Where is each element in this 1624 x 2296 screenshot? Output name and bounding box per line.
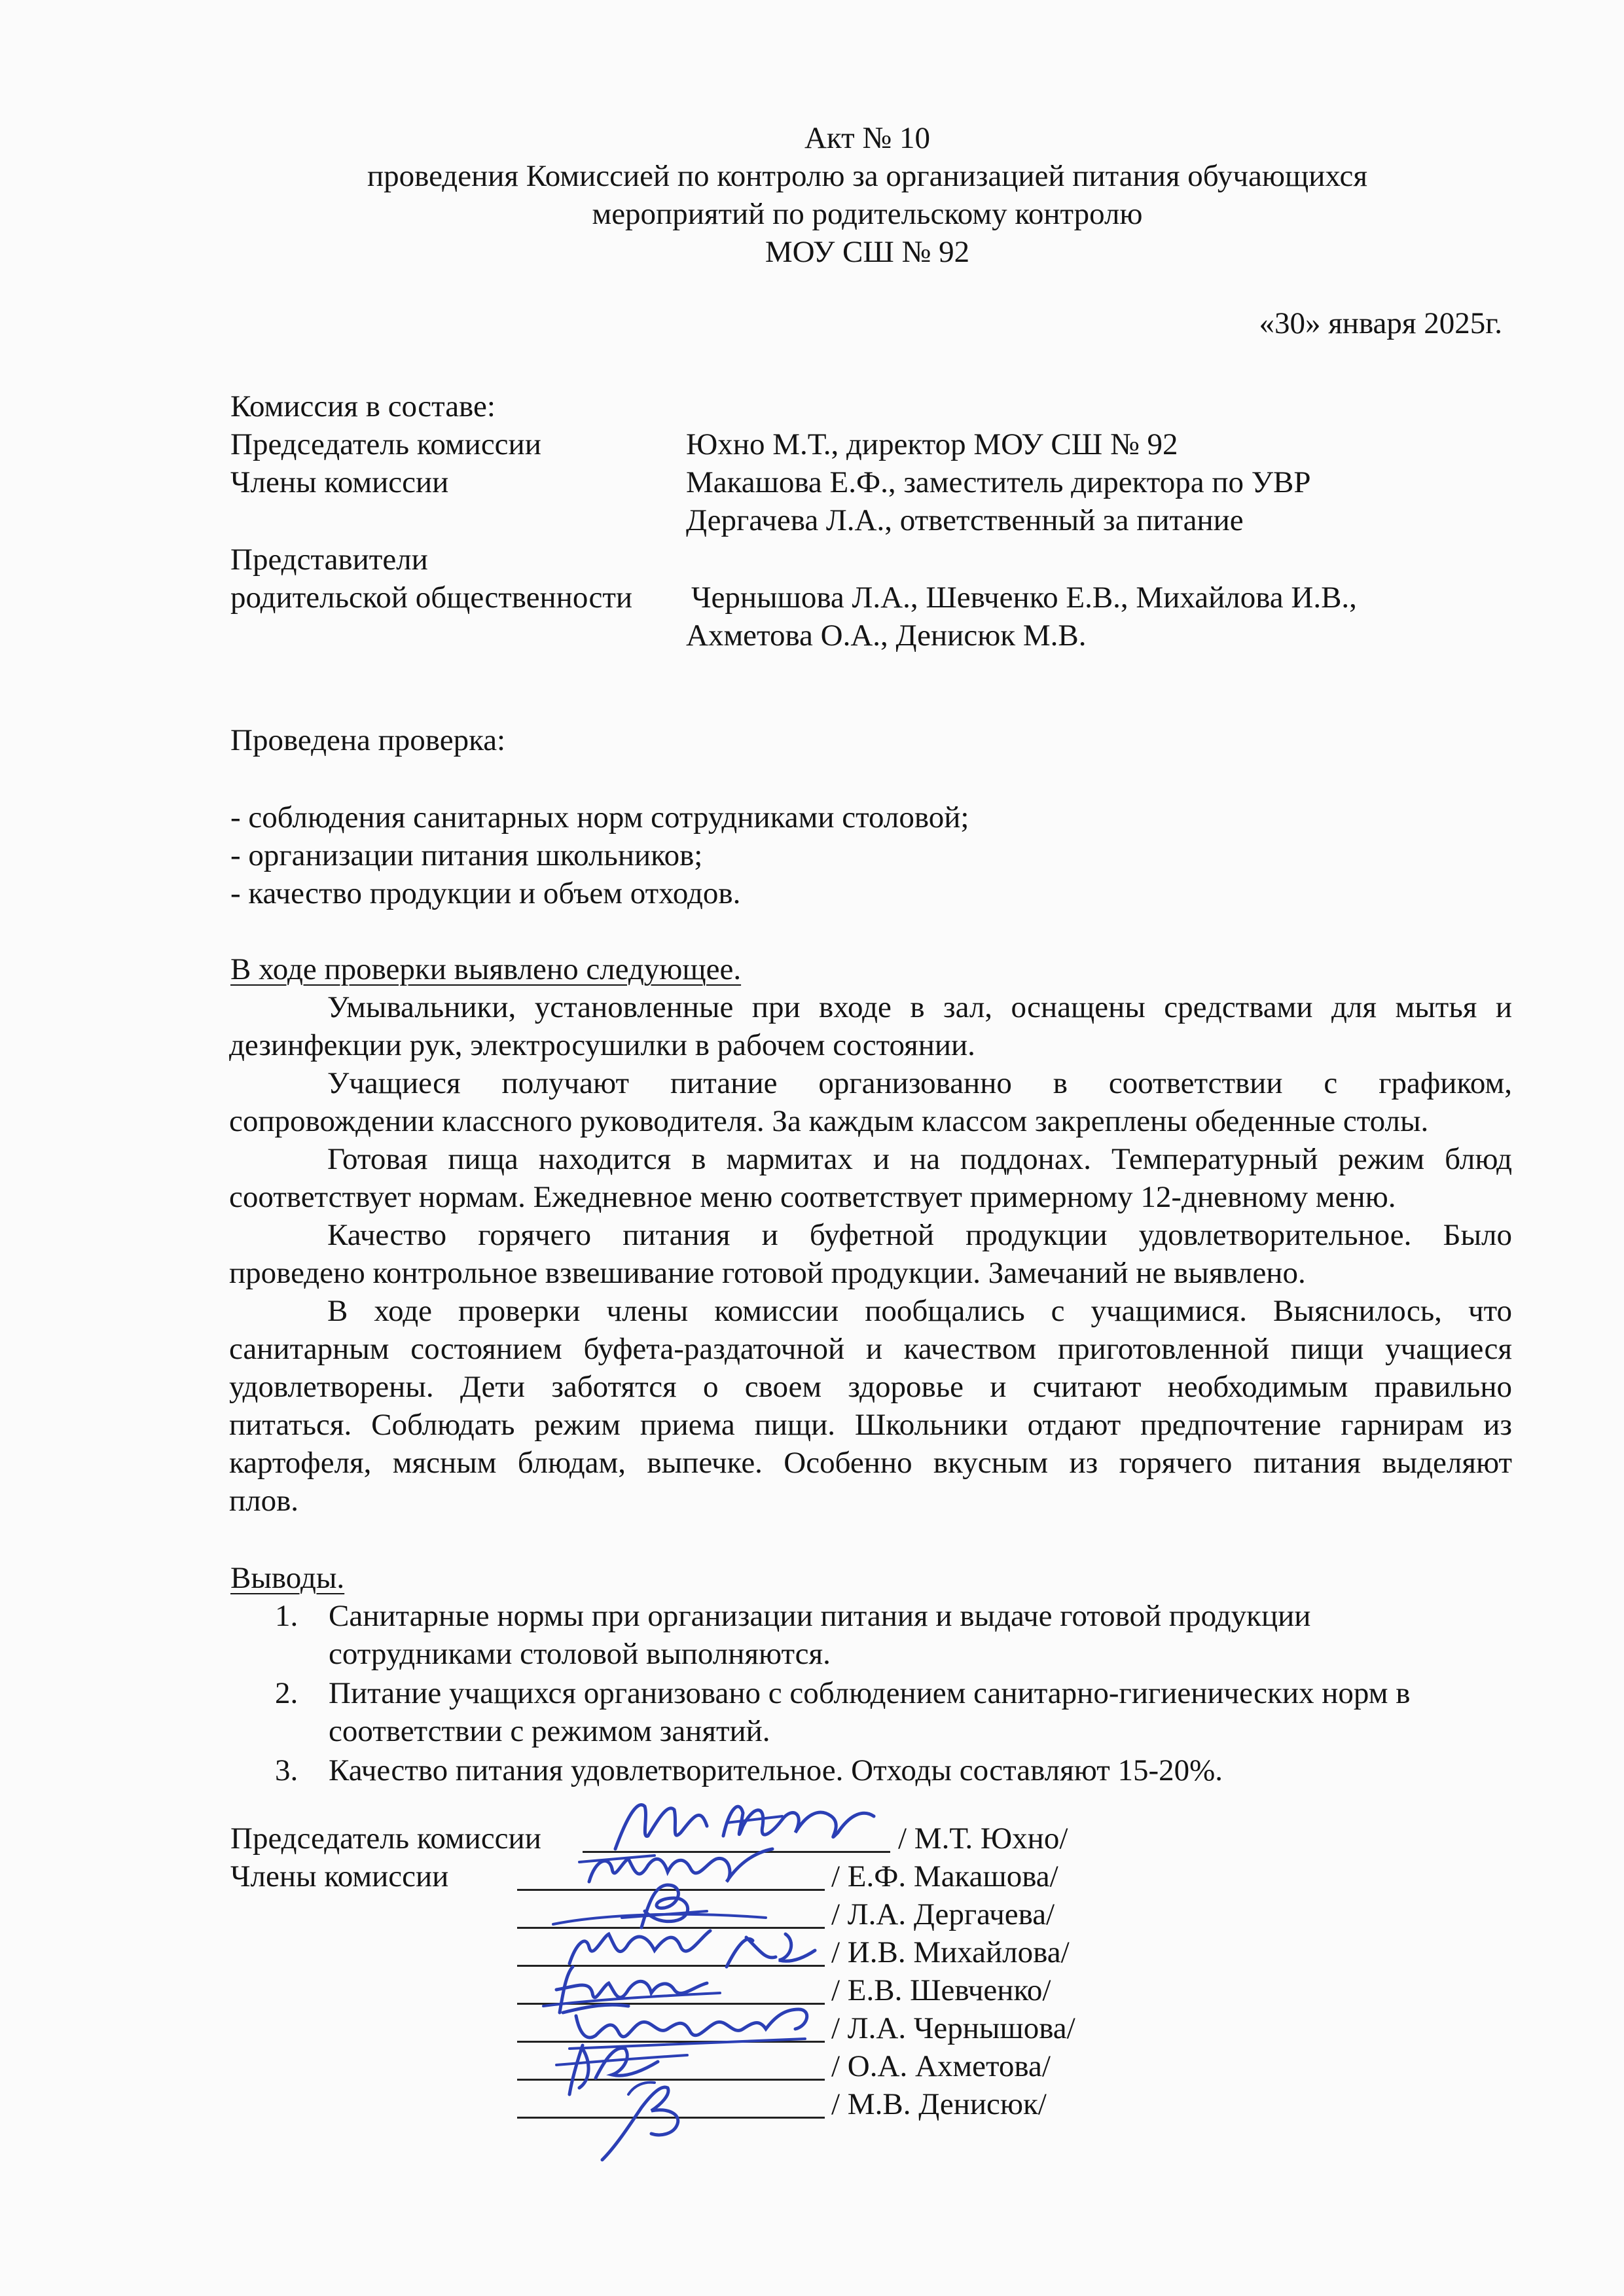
signatory-name: / Л.А. Дергачева/ (831, 1897, 1055, 1931)
conclusion-text: соответствии с режимом занятий. (329, 1714, 770, 1748)
handwritten-signature-denisyuk (589, 2075, 746, 2166)
representatives-label-2: родительской общественности (230, 581, 633, 615)
document-date: «30» января 2025г. (1259, 306, 1502, 340)
conclusion-number: 1. (275, 1599, 298, 1633)
findings-line: Умывальники, установленные при входе в зал, оснащены средствами для мытья и (327, 990, 1512, 1024)
findings-line: проведено контрольное взвешивание готовой продукции. Замечаний не выявлено. (229, 1256, 1306, 1290)
signatory-name: / Л.А. Чернышова/ (831, 2011, 1075, 2045)
commission-heading: Комиссия в составе: (230, 389, 496, 423)
signature-members-label: Члены комиссии (230, 1859, 449, 1893)
findings-line: плов. (229, 1484, 299, 1518)
conclusions-heading: Выводы. (230, 1561, 345, 1595)
inspection-heading: Проведена проверка: (230, 723, 506, 757)
signatory-name: / Е.В. Шевченко/ (831, 1973, 1051, 2007)
findings-line: дезинфекции рук, электросушилки в рабочем состоянии. (229, 1028, 975, 1062)
signatory-name: / И.В. Михайлова/ (831, 1935, 1070, 1969)
representatives-label-1: Представители (230, 543, 428, 577)
findings-line: сопровождении классного руководителя. За каждым классом закреплены обеденные столы. (229, 1104, 1429, 1138)
conclusion-number: 2. (275, 1676, 298, 1710)
findings-line: питаться. Соблюдать режим приема пищи. Школьники отдают предпочтение гарнирам из (229, 1408, 1512, 1442)
inspection-item: - соблюдения санитарных норм сотрудниками столовой; (230, 800, 969, 834)
findings-line: Качество горячего питания и буфетной продукции удовлетворительное. Было (327, 1218, 1512, 1252)
conclusion-number: 3. (275, 1753, 298, 1787)
document-subtitle-line-2: мероприятий по родительскому контролю (592, 197, 1143, 231)
findings-line: Готовая пища находится в мармитах и на поддонах. Температурный режим блюд (327, 1142, 1512, 1176)
chair-value: Юхно М.Т., директор МОУ СШ № 92 (686, 427, 1178, 461)
signature-chair-label: Председатель комиссии (230, 1821, 541, 1856)
findings-line: санитарным состоянием буфета-раздаточной и качеством приготовленной пищи учащиеся (229, 1332, 1512, 1366)
findings-line: В ходе проверки члены комиссии пообщались с учащимися. Выяснилось, что (327, 1294, 1512, 1328)
findings-line: соответствует нормам. Ежедневное меню соответствует примерному 12-дневному меню. (229, 1180, 1396, 1214)
findings-line: картофеля, мясным блюдам, выпечке. Особенно вкусным из горячего питания выделяют (229, 1446, 1512, 1480)
document-title: Акт № 10 (804, 121, 931, 155)
member-2: Дергачева Л.А., ответственный за питание (686, 503, 1244, 537)
signatory-name: / М.Т. Юхно/ (898, 1821, 1068, 1856)
conclusion-text: Питание учащихся организовано с соблюдением санитарно-гигиенических норм в (329, 1676, 1411, 1710)
findings-line: удовлетворены. Дети заботятся о своем здоровье и считают необходимым правильно (229, 1370, 1512, 1404)
findings-line: Учащиеся получают питание организованно в соответствии с графиком, (327, 1066, 1512, 1100)
member-1: Макашова Е.Ф., заместитель директора по УВР (686, 465, 1311, 499)
inspection-item: - организации питания школьников; (230, 838, 703, 872)
conclusion-text: сотрудниками столовой выполняются. (329, 1637, 831, 1671)
conclusion-text: Качество питания удовлетворительное. Отходы составляют 15-20%. (329, 1753, 1223, 1787)
signatory-name: / Е.Ф. Макашова/ (831, 1859, 1058, 1893)
document-subtitle-line-1: проведения Комиссией по контролю за организацией питания обучающихся (367, 159, 1367, 193)
school-name: МОУ СШ № 92 (765, 235, 970, 269)
conclusion-text: Санитарные нормы при организации питания и выдаче готовой продукции (329, 1599, 1311, 1633)
inspection-item: - качество продукции и объем отходов. (230, 876, 741, 910)
findings-heading: В ходе проверки выявлено следующее. (230, 952, 742, 986)
representatives-value-2: Ахметова О.А., Денисюк М.В. (686, 619, 1087, 653)
chair-label: Председатель комиссии (230, 427, 541, 461)
representatives-value-1: Чернышова Л.А., Шевченко Е.В., Михайлова И.В., (691, 581, 1357, 615)
signatory-name: / М.В. Денисюк/ (831, 2087, 1047, 2121)
members-label: Члены комиссии (230, 465, 449, 499)
signatory-name: / О.А. Ахметова/ (831, 2049, 1051, 2083)
